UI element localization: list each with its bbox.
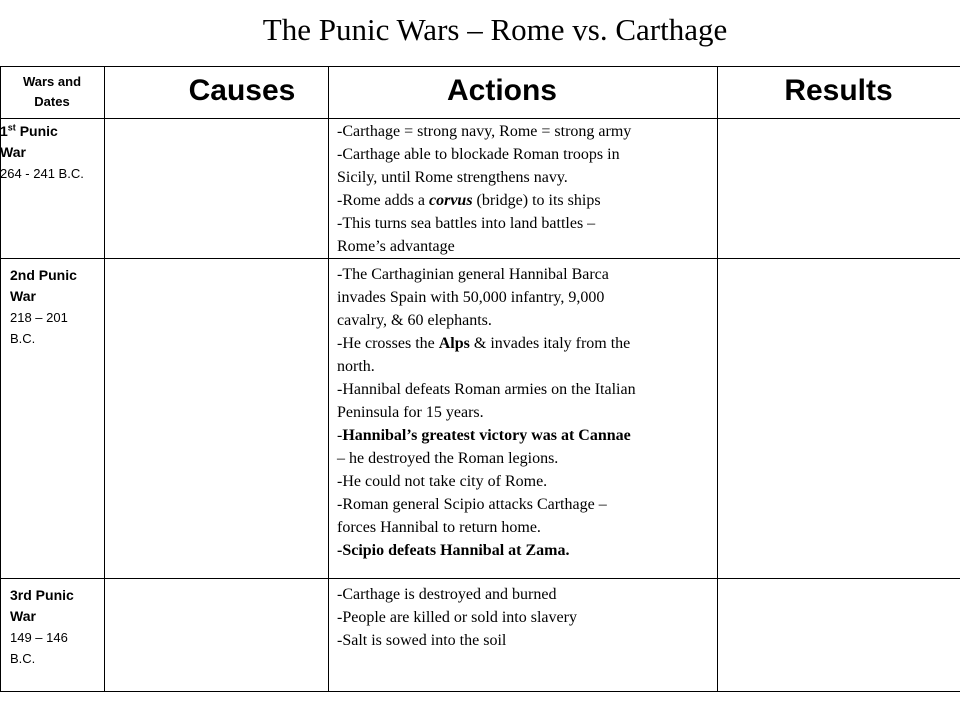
page-title: The Punic Wars – Rome vs. Carthage bbox=[262, 12, 728, 47]
war-1-title-line2: War bbox=[0, 144, 26, 160]
action-1-2b: Sicily, until Rome strengthens navy. bbox=[337, 169, 568, 186]
war-label-1 bbox=[0, 121, 104, 184]
header-actions: Actions bbox=[446, 74, 557, 107]
war-1-dates: 264 - 241 B.C. bbox=[0, 166, 84, 181]
header-wars-dates bbox=[0, 72, 104, 112]
action-2-4a: -Hannibal’s greatest victory was at Cannae bbox=[337, 427, 631, 444]
actions-cell-1 bbox=[337, 120, 715, 258]
header-causes: Causes bbox=[188, 74, 296, 107]
row-divider-1 bbox=[0, 258, 960, 259]
action-2-5: -He could not take city of Rome. bbox=[337, 473, 548, 490]
war-3-dates-line1: 149 – 146 bbox=[10, 630, 68, 645]
action-2-2a: -He crosses the Alps & invades italy from the bbox=[337, 335, 631, 352]
war-3-dates-line2: B.C. bbox=[10, 651, 36, 666]
war-2-title-line1: 2nd Punic bbox=[10, 267, 77, 283]
war-label-3 bbox=[10, 585, 102, 669]
action-2-2b: north. bbox=[337, 358, 375, 375]
action-2-1c: cavalry, & 60 elephants. bbox=[337, 312, 492, 329]
row-divider-2 bbox=[0, 578, 960, 579]
action-2-3b: Peninsula for 15 years. bbox=[337, 404, 484, 421]
action-2-6b: forces Hannibal to return home. bbox=[337, 519, 541, 536]
action-1-4b: Rome’s advantage bbox=[337, 238, 455, 255]
war-2-dates-line1: 218 – 201 bbox=[10, 310, 68, 325]
header-results: Results bbox=[784, 74, 893, 107]
action-2-4b: – he destroyed the Roman legions. bbox=[337, 450, 559, 467]
action-1-2a: -Carthage able to blockade Roman troops in bbox=[337, 146, 620, 163]
alps-term: Alps bbox=[438, 335, 470, 352]
action-3-2: -People are killed or sold into slavery bbox=[337, 609, 577, 626]
header-wars-dates-line2: Dates bbox=[34, 94, 70, 109]
action-2-1a: -The Carthaginian general Hannibal Barca bbox=[337, 266, 609, 283]
war-label-2 bbox=[10, 265, 102, 349]
action-1-3: -Rome adds a corvus (bridge) to its ships bbox=[337, 192, 601, 209]
war-3-title-line2: War bbox=[10, 608, 36, 624]
action-3-3: -Salt is sowed into the soil bbox=[337, 632, 507, 649]
actions-cell-3 bbox=[337, 583, 715, 652]
column-divider-2 bbox=[328, 67, 329, 691]
column-divider-1 bbox=[104, 67, 105, 691]
corvus-term: corvus bbox=[428, 192, 473, 209]
action-1-1: -Carthage = strong navy, Rome = strong army bbox=[337, 123, 632, 140]
war-3-title-line1: 3rd Punic bbox=[10, 587, 74, 603]
war-1-title-line1: 1st Punic bbox=[0, 122, 58, 139]
header-wars-dates-line1: Wars and bbox=[22, 74, 82, 89]
action-3-1: -Carthage is destroyed and burned bbox=[337, 586, 557, 603]
war-2-dates-line2: B.C. bbox=[10, 331, 36, 346]
actions-cell-2 bbox=[337, 263, 715, 562]
action-1-4a: -This turns sea battles into land battles – bbox=[337, 215, 596, 232]
action-2-3a: -Hannibal defeats Roman armies on the Italian bbox=[337, 381, 636, 398]
header-divider bbox=[0, 118, 960, 119]
action-2-6a: -Roman general Scipio attacks Carthage – bbox=[337, 496, 607, 513]
action-2-7: -Scipio defeats Hannibal at Zama. bbox=[337, 542, 570, 559]
punic-wars-table bbox=[0, 66, 960, 692]
action-2-1b: invades Spain with 50,000 infantry, 9,000 bbox=[337, 289, 605, 306]
war-2-title-line2: War bbox=[10, 288, 36, 304]
column-divider-3 bbox=[717, 67, 718, 691]
